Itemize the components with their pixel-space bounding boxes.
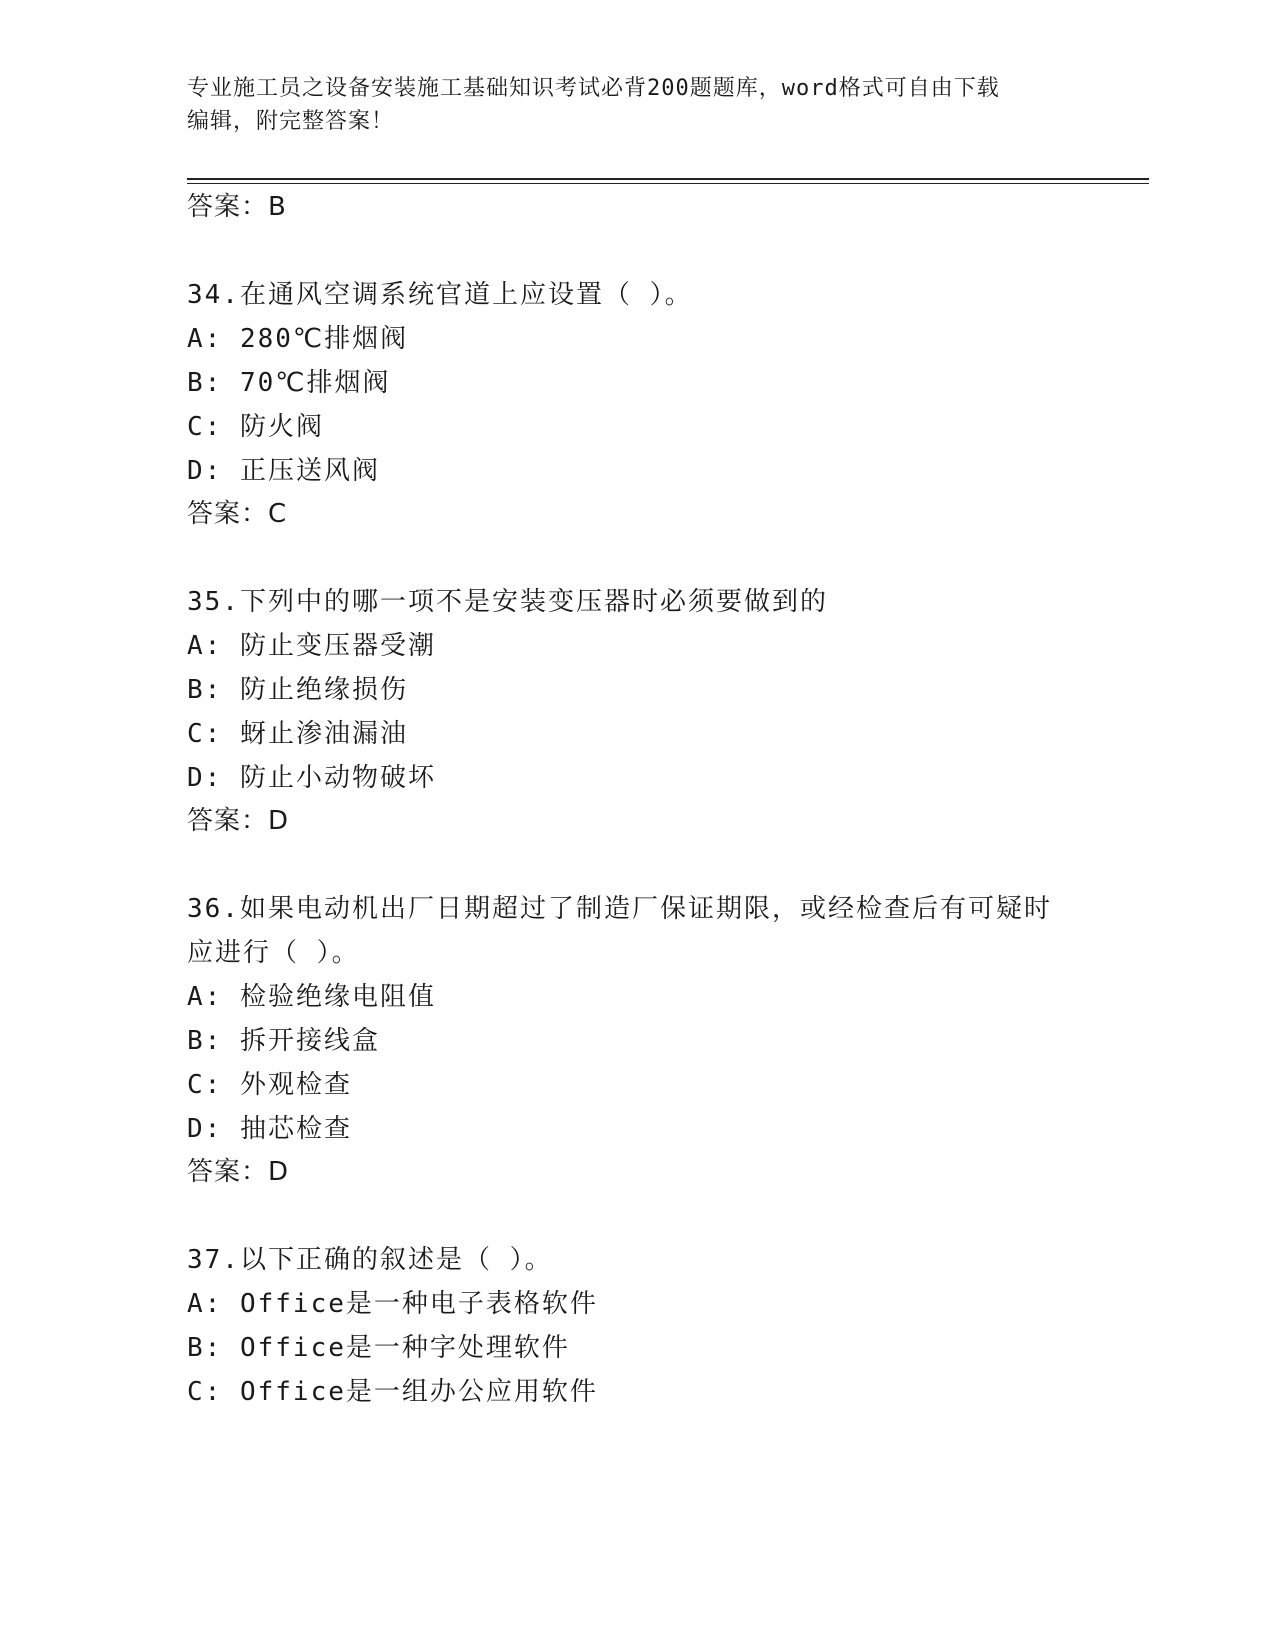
question-35-option-d: D: 防止小动物破坏 bbox=[187, 763, 436, 793]
question-35-answer: 答案：D bbox=[187, 806, 290, 836]
question-34-option-d: D: 正压送风阀 bbox=[187, 456, 380, 486]
question-37-option-c: C: Office是一组办公应用软件 bbox=[187, 1377, 598, 1407]
answer-q33: 答案：B bbox=[187, 192, 287, 222]
question-34-answer: 答案：C bbox=[187, 499, 288, 529]
question-35-option-a: A: 防止变压器受潮 bbox=[187, 631, 436, 661]
question-34-stem: 34.在通风空调系统官道上应设置（ ）。 bbox=[187, 280, 693, 310]
question-36-option-d: D: 抽芯检查 bbox=[187, 1114, 352, 1144]
question-34-option-b: B: 70℃排烟阀 bbox=[187, 368, 391, 398]
header-divider-thin bbox=[187, 183, 1149, 184]
question-35-option-b: B: 防止绝缘损伤 bbox=[187, 675, 408, 705]
header-line-1: 专业施工员之设备安装施工基础知识考试必背200题题库，word格式可自由下载 bbox=[187, 76, 1000, 101]
question-35-option-c: C: 蚜止渗油漏油 bbox=[187, 719, 408, 749]
question-37-stem: 37.以下正确的叙述是（ ）。 bbox=[187, 1245, 553, 1275]
question-37-option-b: B: Office是一种字处理软件 bbox=[187, 1333, 570, 1363]
question-36-option-b: B: 拆开接线盒 bbox=[187, 1026, 380, 1056]
question-36-option-a: A: 检验绝缘电阻值 bbox=[187, 982, 436, 1012]
document-header bbox=[187, 72, 1067, 138]
question-36-stem: 36.如果电动机出厂日期超过了制造厂保证期限，或经检查后有可疑时 bbox=[187, 894, 1052, 924]
header-divider-thick bbox=[187, 178, 1149, 180]
question-36-stem-continued: 应进行（ ）。 bbox=[187, 938, 360, 968]
question-36-answer: 答案：D bbox=[187, 1157, 290, 1187]
question-34-option-c: C: 防火阀 bbox=[187, 412, 324, 442]
question-37-option-a: A: Office是一种电子表格软件 bbox=[187, 1289, 598, 1319]
question-34-option-a: A: 280℃排烟阀 bbox=[187, 324, 409, 354]
question-35-stem: 35.下列中的哪一项不是安装变压器时必须要做到的 bbox=[187, 587, 828, 617]
question-36-option-c: C: 外观检查 bbox=[187, 1070, 352, 1100]
header-line-2: 编辑，附完整答案！ bbox=[187, 109, 395, 134]
